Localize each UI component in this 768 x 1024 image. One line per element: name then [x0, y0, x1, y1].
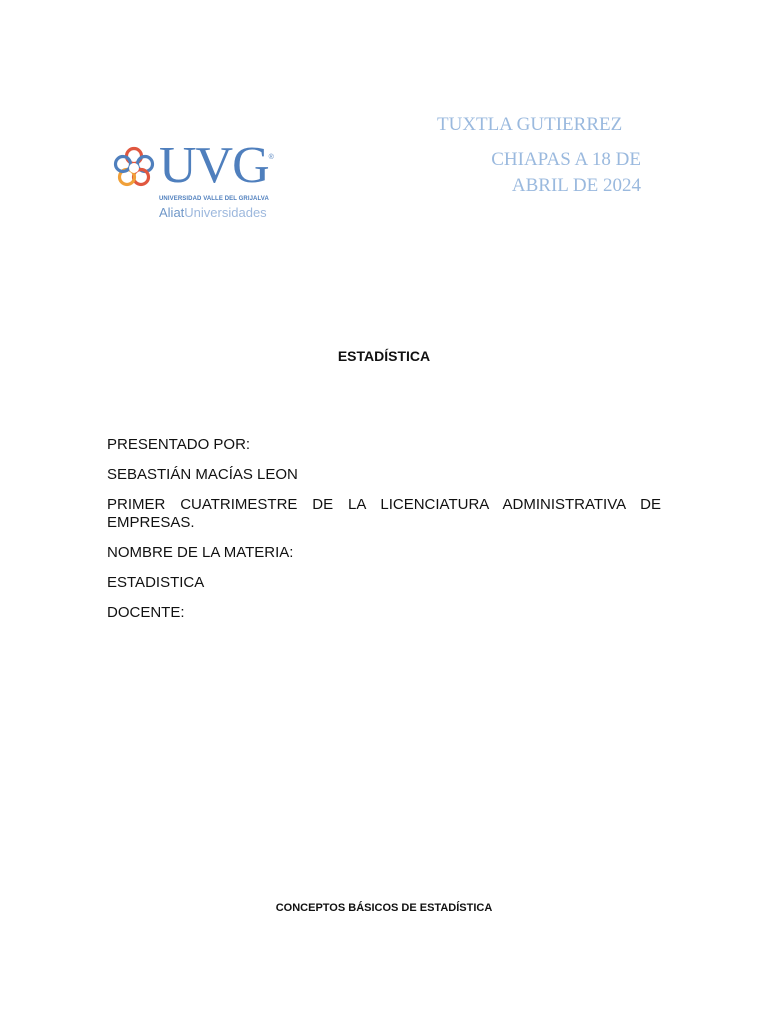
uvg-emblem-icon [112, 146, 156, 190]
logo-university-name: UNIVERSIDAD VALLE DEL GRIJALVA [159, 196, 269, 202]
logo-aliat: AliatUniversidades [159, 205, 267, 220]
subject-name: ESTADISTICA [107, 574, 205, 591]
presented-by-label: PRESENTADO POR: [107, 436, 251, 453]
subject-label: NOMBRE DE LA MATERIA: [107, 544, 294, 561]
header-date [491, 147, 641, 199]
header-date-line2: ABRIL DE 2024 [511, 175, 641, 196]
student-name: SEBASTIÁN MACÍAS LEON [107, 466, 298, 483]
document-body [107, 436, 661, 622]
footer-title: CONCEPTOS BÁSICOS DE ESTADÍSTICA [275, 902, 493, 914]
header-city: TUXTLA GUTIERREZ [437, 114, 623, 135]
document-title: ESTADÍSTICA [337, 348, 431, 364]
header-date-line1: CHIAPAS A 18 DE [491, 149, 641, 170]
uvg-logo [112, 137, 292, 224]
teacher-label: DOCENTE: [107, 604, 185, 621]
program-description: PRIMER CUATRIMESTRE DE LA LICENCIATURA ADMINISTRATIVA DE EMPRESAS. [107, 496, 661, 531]
logo-wordmark: UVG® [159, 137, 274, 194]
